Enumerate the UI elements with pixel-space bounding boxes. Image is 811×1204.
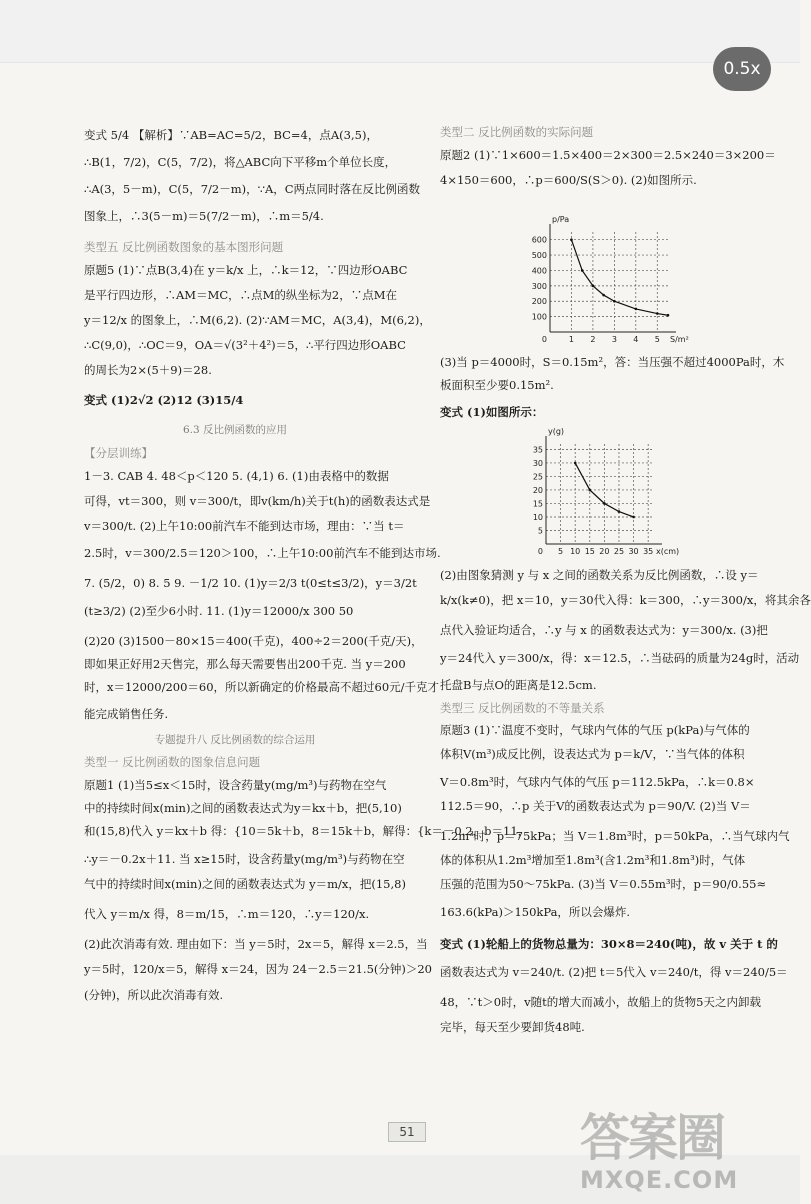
data-point — [656, 312, 659, 315]
y-tick-label: 25 — [532, 472, 543, 482]
data-point — [570, 238, 573, 241]
watermark-text: 答案圈 — [580, 1109, 724, 1167]
y-tick-label: 600 — [531, 235, 547, 245]
text-line: 原题2 (1)∵1×600＝1.5×400＝2×300＝2.5×240＝3×200＝ — [440, 148, 776, 162]
y-tick-label: 200 — [531, 297, 547, 307]
text-line: 变式 (1)如图所示： — [440, 405, 544, 419]
pressure-area-chart — [522, 210, 692, 348]
section-heading: 类型一 反比例函数的图象信息问题 — [84, 755, 261, 769]
origin-label: 0 — [541, 335, 547, 344]
text-line: 体的体积从1.2m³增加至1.8m³(含1.2m³和1.8m³)时，气体 — [440, 853, 746, 867]
x-tick-label: 30 — [628, 547, 639, 556]
section-title: 6.3 反比例函数的应用 — [182, 424, 288, 436]
right-column-top — [440, 125, 776, 198]
text-line: 和(15,8)代入 y＝kx＋b 得：{10＝5k＋b，8＝15k＋b，解得：{k＝－0.2，b＝11， — [84, 824, 530, 838]
text-line: 变式 5/4 【解析】∵AB=AC=5/2，BC=4，点A(3,5)， — [84, 128, 378, 142]
y-tick-label: 500 — [531, 251, 547, 261]
x-tick-label: 15 — [584, 547, 595, 556]
x-axis-label: x(cm) — [656, 547, 680, 556]
text-line: (2)20 (3)1500－80×15＝400(千克)，400÷2＝200(千克/天)， — [84, 634, 423, 648]
y-tick-label: 300 — [531, 281, 547, 291]
watermark-url: MXQE.COM — [580, 1166, 739, 1194]
text-line: ∴A(3，5－m)，C(5，7/2－m)，∵A，C两点同时落在反比例函数 — [84, 182, 421, 196]
text-line: 原题5 (1)∵点B(3,4)在 y＝k/x 上，∴k＝12，∵四边形OABC — [84, 263, 408, 277]
page-number: 51 — [388, 1122, 426, 1142]
text-line: 2.5时，v＝300/2.5＝120＞100，∴上午10:00前汽车不能到达市场. — [84, 546, 441, 560]
data-point — [613, 300, 616, 303]
x-tick-label: 5 — [558, 547, 564, 556]
text-line: 的周长为2×(5＋9)＝28. — [84, 363, 212, 377]
section-title: 专题提升八 反比例函数的综合运用 — [154, 734, 316, 746]
text-line: 是平行四边形，∴AM＝MC，∴点M的纵坐标为2，∵点M在 — [84, 288, 398, 302]
x-tick-label: 25 — [613, 547, 625, 556]
text-line: 1－3. CAB 4. 48＜p＜120 5. (4,1) 6. (1)由表格中的数据 — [84, 469, 389, 483]
x-tick-label: 10 — [570, 547, 581, 556]
text-line: 板面积至少要0.15m². — [440, 378, 554, 392]
text-line: 7. (5/2，0) 8. 5 9. －1/2 10. (1)y＝2/3 t(0≤t≤3/2)，y＝3/2t — [84, 576, 417, 590]
x-axis-label: S/m² — [670, 335, 689, 344]
y-axis-label: y(g) — [548, 427, 565, 436]
text-line: (分钟)，所以此次消毒有效. — [84, 988, 224, 1002]
text-line: 函数表达式为 v＝240/t. (2)把 t＝5代入 v＝240/t，得 v＝240/5＝ — [440, 965, 788, 979]
mass-distance-chart — [520, 428, 680, 560]
x-tick-label: 20 — [599, 547, 610, 556]
watermark-logo — [580, 1110, 790, 1198]
data-point — [602, 294, 605, 297]
section-heading: 类型三 反比例函数的不等量关系 — [440, 701, 605, 715]
text-line: (3)当 p＝4000时，S＝0.15m²，答：当压强不超过4000Pa时，木 — [440, 355, 785, 369]
text-line: (t≥3/2) (2)至少6小时. 11. (1)y＝12000/x 300 50 — [84, 604, 354, 618]
series-line — [571, 240, 668, 316]
data-point — [592, 285, 595, 288]
right-column-mid — [440, 355, 785, 430]
text-line: 气中的持续时间x(min)之间的函数表达式为 y＝m/x，把(15,8) — [84, 877, 406, 891]
text-line: y＝12/x 的图象上，∴M(6,2). (2)∵AM＝MC，A(3,4)，M(6,2)， — [84, 313, 431, 327]
right-column-bottom — [440, 568, 811, 1043]
text-line: 1.2m³时，p＝75kPa；当 V＝1.8m³时，p＝50kPa，∴当气球内气 — [440, 829, 790, 843]
text-line: 48，∵t＞0时，v随t的增大而减小，故船上的货物5天之内卸载 — [440, 995, 762, 1009]
x-tick-label: 2 — [590, 335, 596, 344]
text-line: 原题1 (1)当5≤x＜15时，设含药量y(mg/m³)与药物在空气 — [84, 778, 387, 792]
y-tick-label: 5 — [537, 526, 543, 536]
text-line: v＝300/t. (2)上午10:00前汽车不能到达市场，理由：∵当 t＝ — [84, 519, 405, 533]
data-point — [618, 510, 621, 513]
section-heading: 【分层训练】 — [84, 446, 153, 460]
data-point — [635, 308, 638, 311]
text-line: 托盘B与点O的距离是12.5cm. — [440, 678, 597, 692]
text-line: 163.6(kPa)＞150kPa，所以会爆炸. — [440, 905, 631, 919]
text-line: ∴C(9,0)，∴OC＝9，OA＝√(3²＋4²)＝5，∴平行四边形OABC — [84, 338, 406, 352]
y-tick-label: 30 — [532, 458, 543, 468]
top-bar — [0, 0, 800, 63]
text-line: 点代入验证均适合，∴y 与 x 的函数表达式为：y＝300/x. (3)把 — [440, 623, 768, 637]
text-line: 原题3 (1)∵温度不变时，气球内气体的气压 p(kPa)与气体的 — [440, 723, 750, 737]
text-line: 中的持续时间x(min)之间的函数表达式为y＝kx＋b，把(5,10) — [84, 801, 402, 815]
data-point — [588, 489, 591, 492]
section-heading: 类型五 反比例函数图象的基本图形问题 — [84, 240, 284, 254]
y-tick-label: 15 — [532, 499, 543, 509]
x-tick-label: 5 — [654, 335, 660, 344]
text-line: V＝0.8m³时，气球内气体的气压 p＝112.5kPa，∴k＝0.8× — [440, 775, 755, 789]
text-line: 4×150＝600，∴p＝600/S(S＞0). (2)如图所示. — [440, 173, 697, 187]
text-line: k/x(k≠0)，把 x＝10，y＝30代入得：k＝300，∴y＝300/x，将其余各 — [440, 593, 811, 607]
x-tick-label: 1 — [568, 335, 575, 344]
playback-speed-button[interactable]: 0.5x — [713, 47, 771, 91]
data-point — [581, 269, 584, 272]
text-line: (2)此次消毒有效. 理由如下：当 y＝5时，2x＝5，解得 x＝2.5，当 — [84, 937, 428, 951]
origin-label: 0 — [537, 547, 543, 556]
text-line: 图象上，∴3(5－m)＝5(7/2－m)，∴m＝5/4. — [84, 209, 324, 223]
text-line: 代入 y＝m/x 得，8＝m/15，∴m＝120，∴y＝120/x. — [84, 907, 370, 921]
x-tick-label: 3 — [611, 335, 617, 344]
data-point — [603, 502, 606, 505]
text-line: 可得，vt＝300，则 v＝300/t，即v(km/h)关于t(h)的函数表达式是 — [84, 494, 431, 508]
text-line: 压强的范围为50～75kPa. (3)当 V＝0.55m³时，p＝90/0.55≈ — [440, 877, 767, 891]
text-line: 变式 (1)2√2 (2)12 (3)15/4 — [84, 393, 244, 407]
y-tick-label: 10 — [532, 512, 543, 522]
data-point — [667, 314, 670, 317]
section-heading: 类型二 反比例函数的实际问题 — [440, 125, 594, 139]
x-tick-label: 4 — [633, 335, 639, 344]
text-line: ∴B(1，7/2)，C(5，7/2)，将△ABC向下平移m个单位长度， — [84, 155, 397, 169]
text-line: 完毕，每天至少要卸货48吨. — [440, 1020, 585, 1034]
data-point — [574, 462, 577, 465]
text-line: 时，x＝12000/200＝60，所以新确定的价格最高不超过60元/千克才 — [84, 680, 440, 694]
text-line: 112.5＝90，∴p 关于V的函数表达式为 p＝90/V. (2)当 V＝ — [440, 799, 751, 813]
data-point — [632, 516, 635, 519]
text-line: (2)由图象猜测 y 与 x 之间的函数关系为反比例函数，∴设 y＝ — [440, 568, 759, 582]
y-tick-label: 35 — [532, 445, 543, 455]
y-tick-label: 100 — [531, 312, 547, 322]
x-tick-label: 35 — [643, 547, 654, 556]
y-axis-label: p/Pa — [552, 215, 570, 224]
text-line: y＝5时，120/x＝5，解得 x＝24，因为 24－2.5＝21.5(分钟)＞20 — [84, 962, 433, 976]
text-line: ∴y＝－0.2x＋11. 当 x≥15时，设含药量y(mg/m³)与药物在空 — [84, 852, 405, 866]
y-tick-label: 20 — [532, 485, 543, 495]
text-line: 体积V(m³)成反比例，设表达式为 p＝k/V，∵当气体的体积 — [440, 747, 745, 761]
text-line: 能完成销售任务. — [84, 707, 169, 721]
text-line: 即如果正好用2天售完，那么每天需要售出200千克. 当 y＝200 — [84, 657, 406, 671]
text-line: 变式 (1)轮船上的货物总量为：30×8＝240(吨)，故 v 关于 t 的 — [440, 937, 778, 951]
text-line: y＝24代入 y＝300/x，得：x＝12.5，∴当砝码的质量为24g时，活动 — [440, 651, 800, 665]
y-tick-label: 400 — [531, 266, 547, 276]
